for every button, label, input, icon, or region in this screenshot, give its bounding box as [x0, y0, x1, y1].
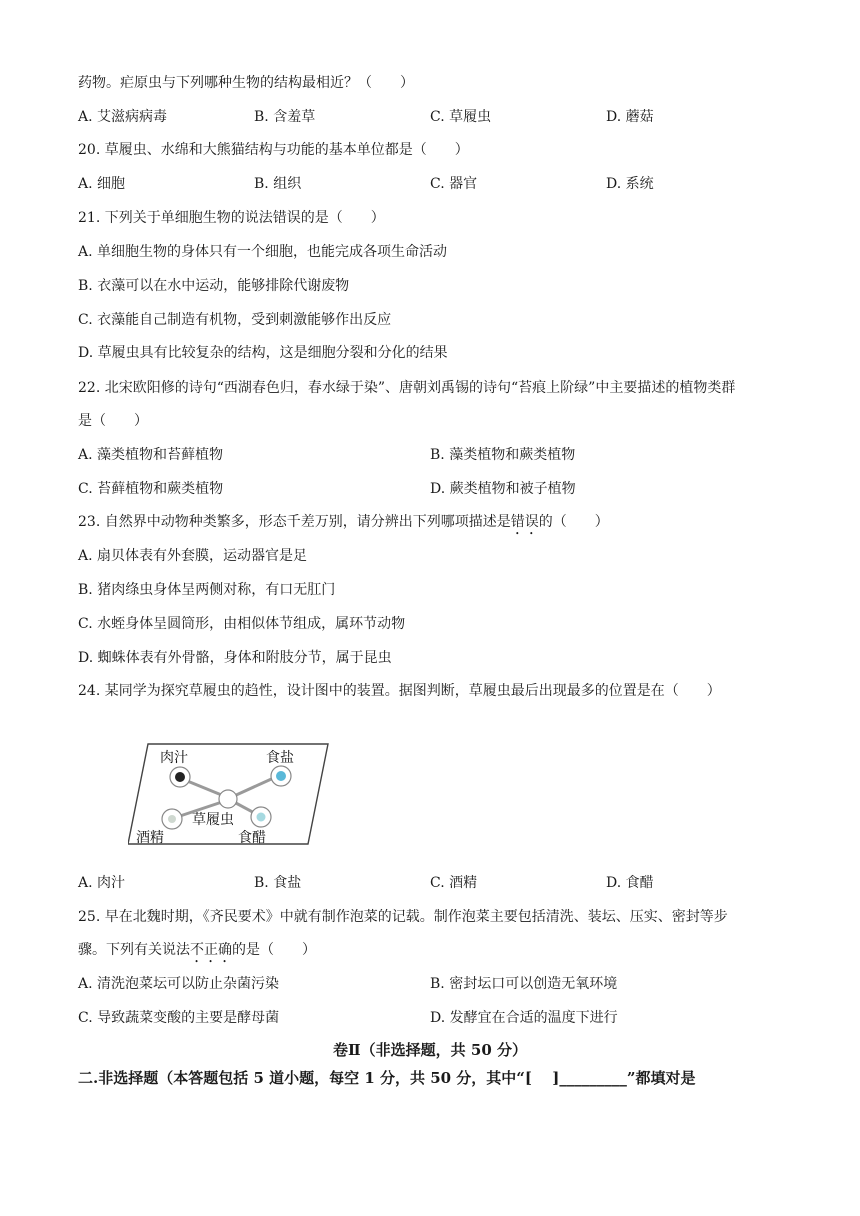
q25-stem-line1: 25. 早在北魏时期，《齐民要术》中就有制作泡菜的记载。制作泡菜主要包括清洗、装坛、压实、密封等步 [78, 909, 728, 925]
q22-stem-line1: 22. 北宋欧阳修的诗句“西湖春色归，春水绿于染”、唐朝刘禹锡的诗句“苔痕上阶绿”中主要描述的植物类群 [78, 380, 736, 396]
q25-stem-line2 [78, 940, 316, 966]
paramecium-experiment-figure [128, 738, 340, 850]
q24-option-c[interactable]: C. 酒精 [430, 875, 478, 891]
figure-label-meat-juice: 肉汁 [160, 750, 188, 766]
q20-option-d[interactable]: D. 系统 [606, 176, 654, 192]
meat-juice-dot [175, 772, 185, 782]
section2-heading: 二.非选择题（本答题包括 5 道小题，每空 1 分，共 50 分，其中“[ ]_________”都填对是 [78, 1069, 696, 1087]
q25-stem-pre: 骤。下列有关说法 [78, 942, 190, 958]
q19-option-a[interactable]: A. 艾滋病病毒 [78, 109, 168, 125]
q23-stem-post: 的（ ） [538, 514, 609, 530]
q24-stem: 24. 某同学为探究草履虫的趋性，设计图中的装置。据图判断，草履虫最后出现最多的位置是在（ ） [78, 683, 721, 699]
q21-stem: 21. 下列关于单细胞生物的说法错误的是（ ） [78, 210, 385, 226]
q25-stem-post: 的是（ ） [232, 942, 316, 958]
q21-option-b[interactable]: B. 衣藻可以在水中运动，能够排除代谢废物 [78, 278, 350, 294]
q23-stem-emphasis: 错误 [510, 514, 539, 530]
q22-option-d[interactable]: D. 蕨类植物和被子植物 [430, 481, 576, 497]
q23-option-d[interactable]: D. 蜘蛛体表有外骨骼，身体和附肢分节，属于昆虫 [78, 650, 392, 666]
q21-option-c[interactable]: C. 衣藻能自己制造有机物，受到刺激能够作出反应 [78, 312, 392, 328]
q20-option-c[interactable]: C. 器官 [430, 176, 478, 192]
q21-option-d[interactable]: D. 草履虫具有比较复杂的结构，这是细胞分裂和分化的结果 [78, 345, 448, 361]
figure-label-paramecium: 草履虫 [192, 812, 234, 828]
figure-label-vinegar: 食醋 [238, 830, 266, 846]
q20-stem: 20. 草履虫、水绵和大熊猫结构与功能的基本单位都是（ ） [78, 142, 469, 158]
q25-option-a[interactable]: A. 清洗泡菜坛可以防止杂菌污染 [78, 976, 280, 992]
q19-option-c[interactable]: C. 草履虫 [430, 109, 492, 125]
q22-option-a[interactable]: A. 藻类植物和苔藓植物 [78, 447, 224, 463]
q25-option-c[interactable]: C. 导致蔬菜变酸的主要是酵母菌 [78, 1010, 280, 1026]
q25-option-b[interactable]: B. 密封坛口可以创造无氧环境 [430, 976, 618, 992]
q25-stem-emphasis: 不正确 [190, 942, 232, 958]
q21-option-a[interactable]: A. 单细胞生物的身体只有一个细胞，也能完成各项生命活动 [78, 244, 448, 260]
q23-option-a[interactable]: A. 扇贝体表有外套膜，运动器官是足 [78, 548, 308, 564]
q22-option-c[interactable]: C. 苔藓植物和蕨类植物 [78, 481, 224, 497]
center-well [219, 790, 237, 808]
q23-stem-pre: 23. 自然界中动物种类繁多，形态千差万别，请分辨出下列哪项描述是 [78, 514, 511, 530]
q23-option-b[interactable]: B. 猪肉绦虫身体呈两侧对称，有口无肛门 [78, 582, 336, 598]
q23-option-c[interactable]: C. 水蛭身体呈圆筒形，由相似体节组成，属环节动物 [78, 616, 406, 632]
q24-option-d[interactable]: D. 食醋 [606, 875, 654, 891]
q23-stem [78, 512, 609, 538]
alcohol-dot [168, 815, 176, 823]
q22-option-b[interactable]: B. 藻类植物和蕨类植物 [430, 447, 576, 463]
q25-option-d[interactable]: D. 发酵宜在合适的温度下进行 [430, 1010, 618, 1026]
q22-stem-line2: 是（ ） [78, 413, 148, 429]
q24-option-a[interactable]: A. 肉汁 [78, 875, 126, 891]
figure-label-alcohol: 酒精 [136, 830, 164, 846]
vinegar-dot [257, 813, 266, 822]
salt-dot [276, 771, 286, 781]
figure-label-salt: 食盐 [266, 750, 294, 766]
q24-option-b[interactable]: B. 食盐 [254, 875, 302, 891]
q19-option-d[interactable]: D. 蘑菇 [606, 109, 654, 125]
q19-option-b[interactable]: B. 含羞草 [254, 109, 316, 125]
q19-stem: 药物。疟原虫与下列哪种生物的结构最相近？（ ） [78, 75, 414, 91]
q20-option-b[interactable]: B. 组织 [254, 176, 302, 192]
section2-title: 卷Ⅱ（非选择题，共 50 分） [333, 1041, 527, 1059]
q20-option-a[interactable]: A. 细胞 [78, 176, 126, 192]
